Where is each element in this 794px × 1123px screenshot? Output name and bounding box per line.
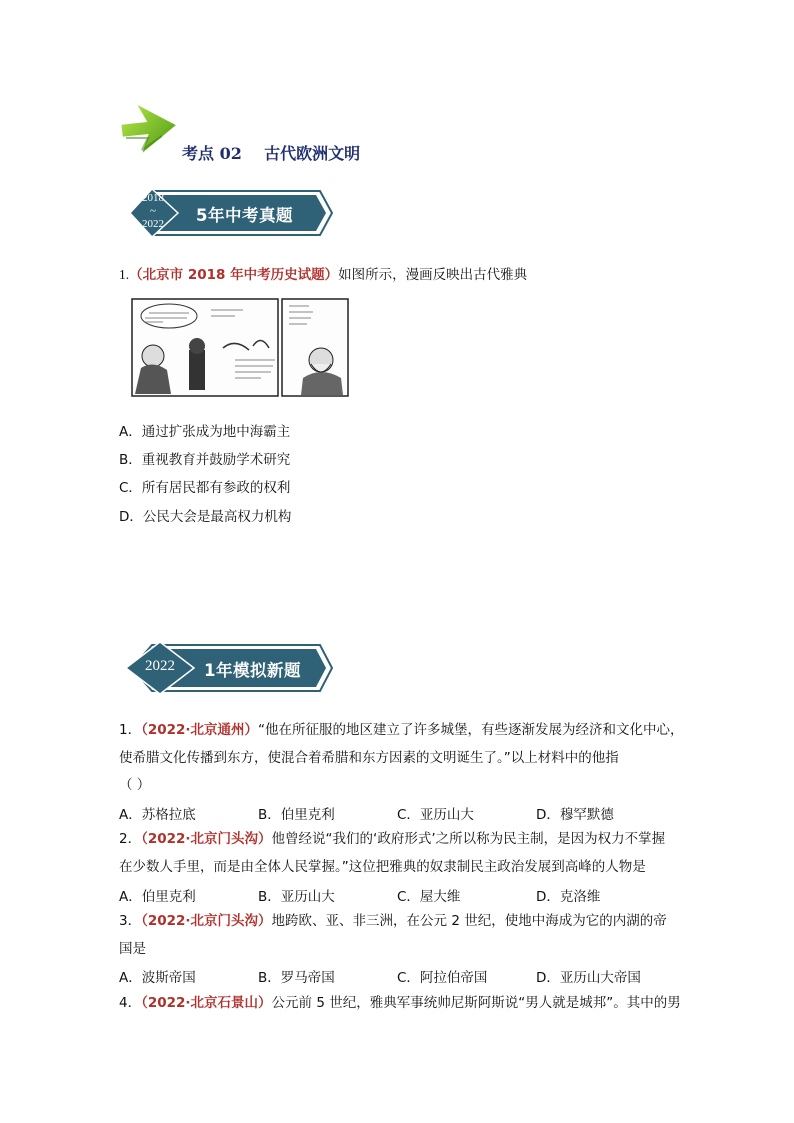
- option-b: B．重视教育并鼓励学术研究: [119, 452, 291, 468]
- banner-year: 2022: [145, 658, 175, 674]
- option-d: D．亚历山大帝国: [536, 970, 641, 986]
- answer-blank: （ ）: [119, 777, 151, 793]
- option-b: B．伯里克利: [258, 807, 335, 823]
- option-c: C．所有居民都有参政的权利: [119, 480, 291, 496]
- question-stem: 1.（北京市 2018 年中考历史试题）如图所示，漫画反映出古代雅典: [119, 267, 528, 283]
- banner-years: 2018 ~ 2022: [142, 192, 164, 230]
- question-stem-cont: 使希腊文化传播到东方，使混合着希腊和东方因素的文明诞生了。”以上材料中的他指: [119, 750, 619, 766]
- question-source: （北京市 2018 年中考历史试题）: [129, 267, 339, 283]
- question-stem: 1．（2022·北京通州）“他在所征服的地区建立了许多城堡，有些逐渐发展为经济和文化中心，: [119, 722, 684, 738]
- question-stem-cont: 在少数人手里，而是由全体人民掌握。”这位把雅典的奴隶制民主政治发展到高峰的人物是: [119, 859, 646, 875]
- option-d: D．公民大会是最高权力机构: [119, 509, 292, 525]
- option-d: D．克洛维: [536, 889, 601, 905]
- section-banner-real-exams: [124, 186, 334, 240]
- question-stem: 4．（2022·北京石景山）公元前 5 世纪，雅典军事统帅尼斯阿斯说“男人就是城邦”。其中的男: [119, 995, 681, 1011]
- option-c: C．亚历山大: [397, 807, 474, 823]
- question-source: （2022·北京门头沟）: [141, 913, 272, 929]
- option-c: C．阿拉伯帝国: [397, 970, 488, 986]
- green-arrow-icon: [118, 98, 180, 158]
- question-stem: 2．（2022·北京门头沟）他曾经说“我们的‘政府形式’之所以称为民主制，是因为权力不掌握: [119, 831, 666, 847]
- banner-label: 1年模拟新题: [204, 661, 301, 680]
- question-source: （2022·北京通州）: [141, 722, 259, 738]
- option-a: A．波斯帝国: [119, 970, 196, 986]
- option-b: B．亚历山大: [258, 889, 335, 905]
- option-c: C．屋大维: [397, 889, 461, 905]
- option-a: A．通过扩张成为地中海霸主: [119, 424, 291, 440]
- option-b: B．罗马帝国: [258, 970, 335, 986]
- question-source: （2022·北京门头沟）: [141, 831, 272, 847]
- section-banner-mock-exams: [124, 640, 334, 694]
- page-title: 考点 02 古代欧洲文明: [182, 144, 361, 163]
- option-d: D．穆罕默德: [536, 807, 614, 823]
- banner-label: 5年中考真题: [196, 206, 293, 225]
- comic-illustration: [131, 298, 349, 397]
- question-source: （2022·北京石景山）: [141, 995, 272, 1011]
- option-a: A．苏格拉底: [119, 807, 196, 823]
- question-stem-cont: 国是: [119, 941, 146, 957]
- option-a: A．伯里克利: [119, 889, 196, 905]
- question-stem: 3．（2022·北京门头沟）地跨欧、亚、非三洲，在公元 2 世纪，使地中海成为它的内湖的帝: [119, 913, 667, 929]
